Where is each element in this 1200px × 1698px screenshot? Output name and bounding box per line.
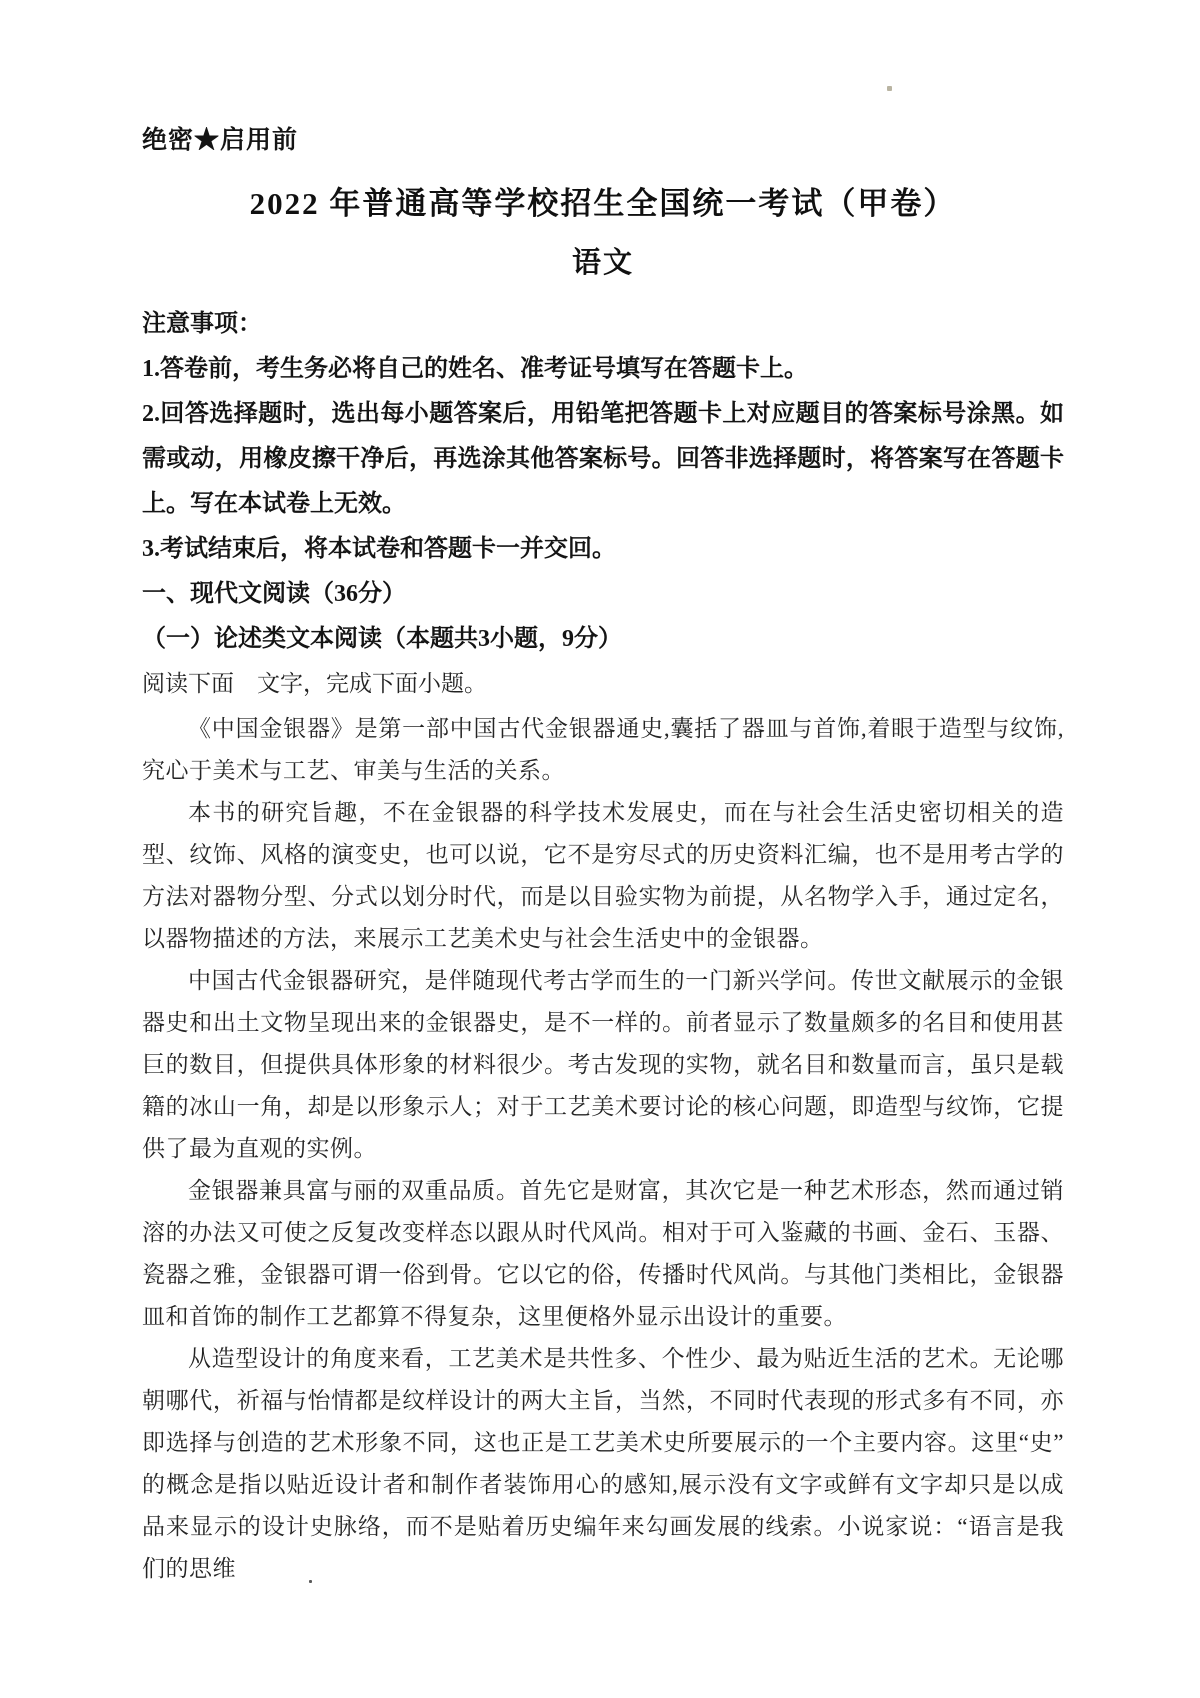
notes-heading: 注意事项： bbox=[142, 311, 262, 337]
passage-paragraph-1: 《中国金银器》是第一部中国古代金银器通史,囊括了器皿与首饰,着眼于造型与纹饰,究心于美术与工艺、审美与生活的关系。 bbox=[142, 716, 1064, 783]
notes-list bbox=[142, 347, 1064, 572]
passage-paragraph-3: 中国古代金银器研究，是伴随现代考古学而生的一门新兴学问。传世文献展示的金银器史和出土文物呈现出来的金银器史，是不一样的。前者显示了数量颇多的名目和使用甚巨的数目，但提供具体形象的材料很少。考古发现的实物，就名目和数量而言，虽只是载籍的冰山一角，却是以形象示人；对于工艺美术要讨论的核心问题，即造型与纹饰，它提供了最为直观的实例。 bbox=[142, 968, 1064, 1161]
passage-paragraph-5: 从造型设计的角度来看，工艺美术是共性多、个性少、最为贴近生活的艺术。无论哪朝哪代，祈福与怡情都是纹样设计的两大主旨，当然，不同时代表现的形式多有不同，亦即选择与创造的艺术形象不同，这也正是工艺美术史所要展示的一个主要内容。这里“史”的概念是指以贴近设计者和制作者装饰用心的感知,展示没有文字或鲜有文字却只是以成品来显示的设计史脉络，而不是贴着历史编年来勾画发展的线索。小说家说：“语言是我们的思维 bbox=[142, 1346, 1064, 1581]
exam-title: 2022 年普通高等学校招生全国统一考试（甲卷） bbox=[249, 186, 957, 221]
page-content bbox=[142, 126, 1064, 1590]
note-item-2: 2.回答选择题时，选出每小题答案后，用铅笔把答题卡上对应题目的答案标号涂黑。如需或动，用橡皮擦干净后，再选涂其他答案标号。回答非选择题时，将答案写在答题卡上。写在本试卷上无效。 bbox=[142, 401, 1064, 517]
classification-banner: 绝密★启用前 bbox=[142, 127, 299, 154]
reading-instruction: 阅读下面 文字，完成下面小题。 bbox=[142, 671, 487, 696]
note-item-1: 1.答卷前，考生务必将自己的姓名、准考证号填写在答题卡上。 bbox=[142, 356, 808, 382]
scan-speck-artifact bbox=[887, 86, 892, 91]
subsection-heading-argumentative-reading: （一）论述类文本阅读（本题共3小题，9分） bbox=[142, 626, 622, 652]
passage-paragraph-2: 本书的研究旨趣，不在金银器的科学技术发展史，而在与社会生活史密切相关的造型、纹饰、风格的演变史，也可以说，它不是穷尽式的历史资料汇编，也不是用考古学的方法对器物分型、分式以划分时代，而是以目验实物为前提，从名物学入手，通过定名，以器物描述的方法，来展示工艺美术史与社会生活史中的金银器。 bbox=[142, 800, 1064, 951]
exam-subject: 语文 bbox=[571, 247, 634, 279]
reading-passage bbox=[142, 708, 1064, 1590]
note-item-3: 3.考试结束后，将本试卷和答题卡一并交回。 bbox=[142, 536, 616, 562]
section-heading-modern-reading: 一、现代文阅读（36分） bbox=[142, 581, 406, 607]
passage-paragraph-4: 金银器兼具富与丽的双重品质。首先它是财富，其次它是一种艺术形态，然而通过销溶的办法又可使之反复改变样态以跟从时代风尚。相对于可入鉴藏的书画、金石、玉器、瓷器之雅，金银器可谓一俗到骨。它以它的俗，传播时代风尚。与其他门类相比，金银器皿和首饰的制作工艺都算不得复杂，这里便格外显示出设计的重要。 bbox=[142, 1178, 1064, 1329]
